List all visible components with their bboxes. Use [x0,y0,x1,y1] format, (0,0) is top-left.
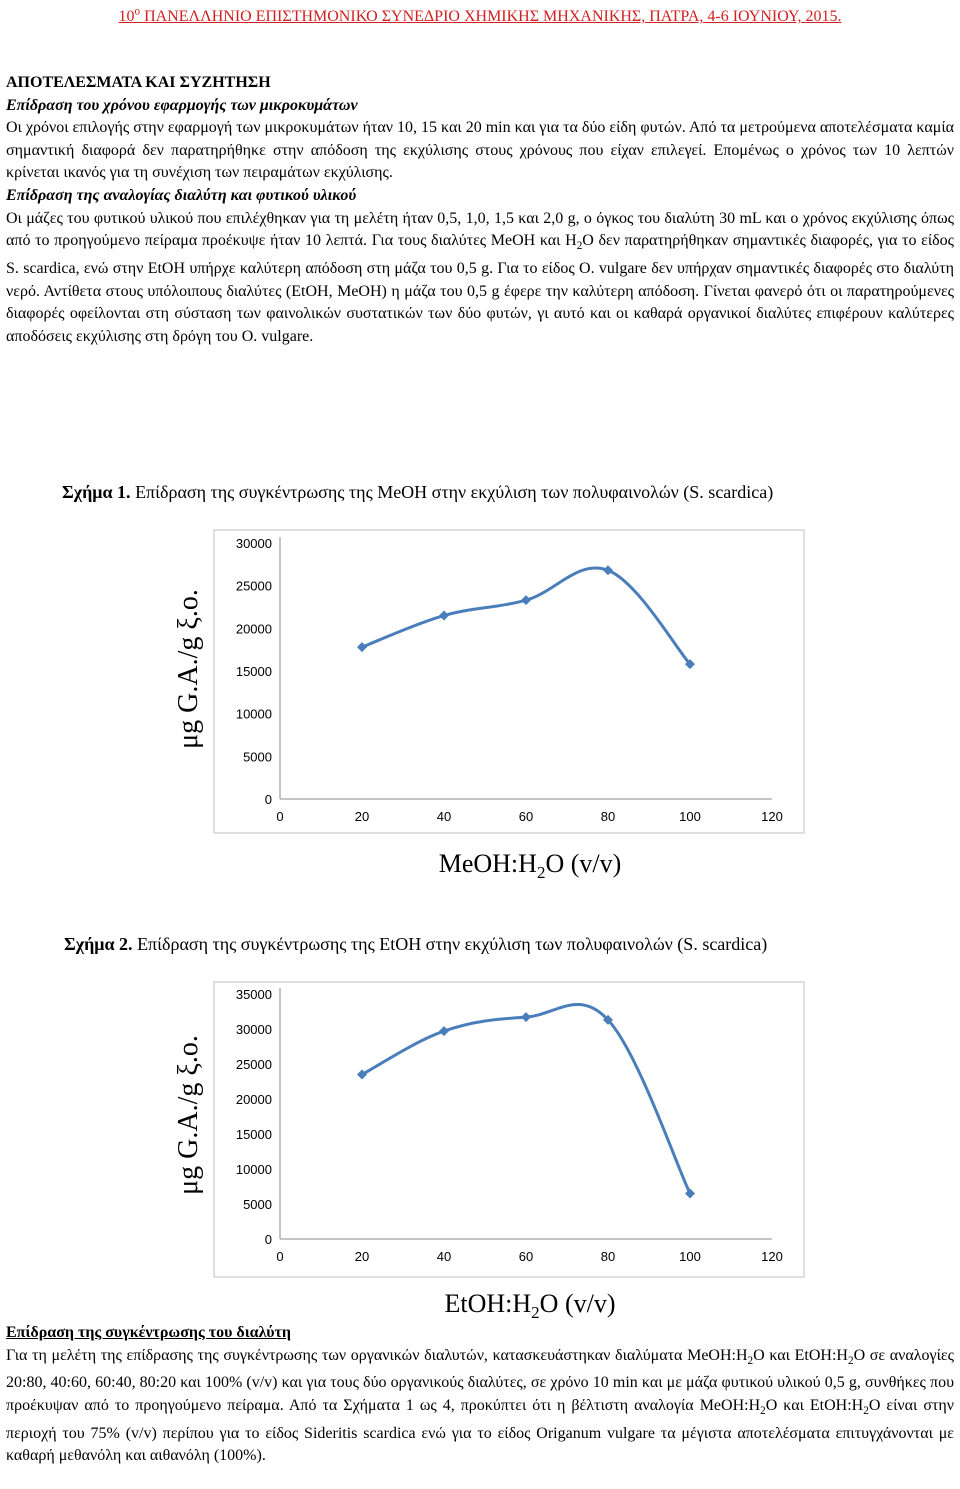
chart2-x-tick-label: 60 [518,1249,534,1264]
concentration-section [6,1322,954,1468]
paragraph-ratio-part2: O δεν παρατηρήθηκαν σημαντικές διαφορές, για το είδος S. scardica, ενώ στην EtOH υπήρχε καλύτερη απόδοση στη μάζα του 0,5 g. Για το είδος O. vulgare δεν υπήρχαν σημαντικές διαφορές στο διαλύτη νερό. Αντίθετα στους υπόλοιπους διαλύτες (EtOH, MeOH) η μάζα του 0,5 g έφερε την καλύτερη απόδοση. Γίνεται φανερό ότι οι παρατηρούμενες διαφορές οφείλονται στη σύσταση των φαινολικών συστατικών των δύο φυτών, γι αυτό και οι καθαρά οργανικοί διαλύτες επιφέρουν καλύτερες αποδόσεις εκχύλισης στη δρόγη του O. vulgare. [6,232,955,345]
conc-sub-1: 2 [747,1354,754,1367]
conc-part-b: O και EtOH:H [753,1346,848,1364]
conc-part-c: O σε αναλογίες 20:80, 40:60, 60:40, 80:20 και 100% (v/v) και για τους δύο οργανικούς διαλύτες, σε χρόνο 10 min και με μάζα φυτικού υλικού 0,5 g, συνθήκες που προέκυψαν από το προηγούμενο πείραμα. Από τα Σχήματα 1 ως 4, προκύπτει ότι η βέλτιστη αναλογία MeOH:H [6,1346,954,1414]
chart2-x-tick-label: 20 [354,1249,370,1264]
chart2-y-tick-label: 20000 [235,1092,272,1107]
chart1-x-axis-label [439,849,622,882]
chart1-y-tick-label: 0 [264,792,272,807]
chart1-y-tick-label: 20000 [235,621,272,637]
chart1-y-tick-label: 30000 [235,536,272,551]
chart1-y-tick-label: 5000 [243,749,272,765]
concentration-paragraph [6,1345,954,1468]
conc-sub-3: 2 [760,1405,766,1418]
chart1-x-tick-label: 0 [276,809,284,824]
chart1-y-tick-label: 25000 [235,578,272,594]
header-ordinal: ο [134,6,141,18]
figure2-caption [64,932,767,956]
chart2-x-axis-label-post: O (v/v) [539,1289,616,1318]
chart1-y-axis-label: μg G.A./g ξ.ο. [173,589,204,749]
chart1-x-tick-label: 120 [761,809,783,824]
figure2-chart-svg [160,972,810,1322]
conc-part-d: O και EtOH:H [765,1396,864,1414]
figure2-label: Σχήμα 2. [64,934,133,954]
paragraph-ratio-sub: 2 [576,240,583,253]
conc-sub-2: 2 [847,1354,854,1367]
figure2-chart [160,972,810,1322]
conc-part-a: Για τη μελέτη της επίδρασης της συγκέντρωσης των οργανικών διαλυτών, κατασκευάστηκαν διαλύματα MeOH:H [6,1346,748,1364]
chart2-y-axis-label: μg G.A./g ξ.ο. [173,1035,204,1195]
chart2-y-tick-label: 35000 [235,987,272,1002]
conc-part-e: O είναι στην περιοχή του 75% (v/v) περίπου για το είδος Sideritis scardica ενώ για το είδος Origanum vulgare τα μέγιστα αποτελέσματα επιτυγχάνονται με καθαρή μεθανόλη και αιθανόλη (100%). [6,1396,955,1465]
subsection-time-title: Επίδραση του χρόνου εφαρμογής των μικροκυμάτων [6,96,358,114]
chart2-y-tick-label: 25000 [235,1057,272,1072]
chart1-x-tick-label: 40 [436,809,452,824]
chart1-x-axis-label-sub: 2 [536,863,546,882]
chart2-y-tick-label: 30000 [235,1022,272,1037]
chart1-y-tick-label: 10000 [235,706,272,722]
chart2-y-tick-label: 15000 [235,1127,272,1142]
conference-header-text [119,8,842,25]
header-title: ΠΑΝΕΛΛΗΝΙΟ ΕΠΙΣΤΗΜΟΝΙΚΟ ΣΥΝΕΔΡΙΟ ΧΗΜΙΚΗΣ ΜΗΧΑΝΙΚΗΣ, ΠΑΤΡΑ, 4-6 ΙΟΥΝΙΟΥ, 2015. [140,8,842,26]
chart2-y-tick-label: 10000 [235,1162,272,1177]
concentration-title: Επίδραση της συγκέντρωσης του διαλύτη [6,1324,291,1341]
figure1-caption-text: Επίδραση της συγκέντρωσης της MeOH στην εκχύλιση των πολυφαινολών (S. scardica) [130,482,774,502]
paragraph-ratio-part1: Οι μάζες του φυτικού υλικού που επιλέχθηκαν για τη μελέτη ήταν 0,5, 1,0, 1,5 και 2,0 g, ο όγκος του διαλύτη 30 mL και ο χρόνος εκχύλισης όπως από το προηγούμενο πείραμα προέκυψε ήταν 10 λεπτά. Για τους διαλύτες MeOH και H [6,209,954,250]
chart1-x-axis-label-pre: MeOH:H [438,849,537,878]
chart2-x-axis-label [445,1289,616,1322]
figure1-caption [62,480,773,504]
chart1-frame [214,530,804,833]
chart2-x-tick-label: 100 [679,1249,701,1264]
subsection-ratio-title: Επίδραση της αναλογίας διαλύτη και φυτικού υλικού [6,186,357,204]
paragraph-time: Οι χρόνοι επιλογής στην εφαρμογή των μικροκυμάτων ήταν 10, 15 και 20 min και για τα δύο είδη φυτών. Από τα μετρούμενα αποτελέσματα καμία σημαντική διαφορά δεν παρατηρήθηκε στην απόδοση της εκχύλισης στους χρόνους που είχαν επιλεγεί. Επομένως ο χρόνος των 10 λεπτών κρίνεται ικανός για τη συνέχιση των πειραμάτων εκχύλισης. [6,119,954,182]
chart2-x-tick-label: 0 [276,1249,284,1264]
chart2-x-tick-label: 120 [761,1249,783,1264]
chart1-x-tick-label: 100 [679,809,701,824]
figure1-chart [160,520,810,890]
chart2-frame [214,982,804,1277]
figure1-label: Σχήμα 1. [62,482,131,502]
chart2-x-axis-label-pre: EtOH:H [444,1289,532,1318]
chart1-y-tick-label: 15000 [235,664,272,679]
conc-sub-4: 2 [863,1405,869,1418]
chart1-x-tick-label: 60 [518,809,534,824]
chart1-x-tick-label: 80 [600,809,616,824]
chart2-y-tick-label: 5000 [243,1197,272,1212]
chart2-y-tick-label: 0 [264,1232,272,1247]
chart2-x-tick-label: 80 [600,1249,616,1264]
chart2-x-axis-label-sub: 2 [531,1303,540,1322]
results-section [6,72,954,348]
header-number: 10 [118,8,135,26]
chart2-x-tick-label: 40 [436,1249,452,1264]
paragraph-ratio [6,208,954,349]
figure2-caption-text: Επίδραση της συγκέντρωσης της EtOH στην εκχύλιση των πολυφαινολών (S. scardica) [132,934,768,954]
conference-header [0,1,960,28]
chart1-x-tick-label: 20 [354,809,370,824]
figure1-chart-svg [160,520,810,890]
chart1-x-axis-label-post: O (v/v) [545,849,622,878]
section-title: ΑΠΟΤΕΛΕΣΜΑΤΑ ΚΑΙ ΣΥΖΗΤΗΣΗ [6,74,271,91]
